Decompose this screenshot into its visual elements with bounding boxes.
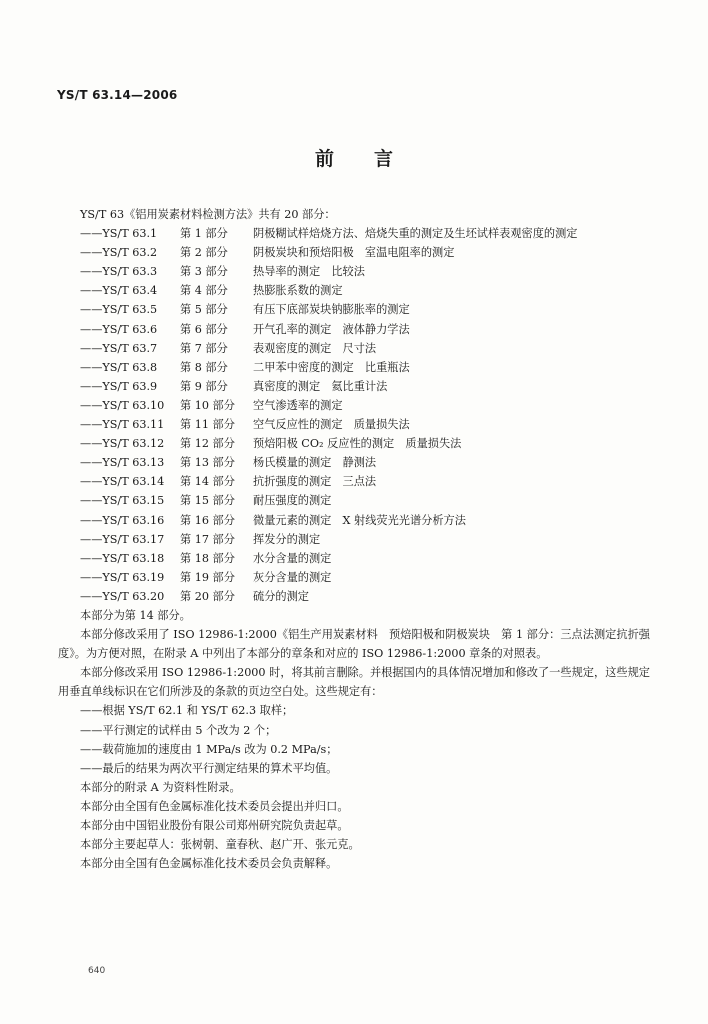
part-item bbox=[58, 587, 650, 606]
part-code: ——YS/T 63.11 bbox=[80, 418, 165, 432]
part-number: 第 6 部分 bbox=[180, 322, 228, 336]
part-number: 第 1 部分 bbox=[180, 227, 228, 241]
part-item bbox=[58, 530, 650, 549]
part-name: 热导率的测定 比较法 bbox=[253, 265, 365, 279]
part-name: 阴极炭块和预焙阳极 室温电阻率的测定 bbox=[253, 246, 455, 260]
part-item bbox=[58, 358, 650, 377]
part-item bbox=[58, 243, 650, 262]
part-item bbox=[58, 300, 650, 319]
changes-paragraph: 本部分修改采用 ISO 12986-1:2000 时，将其前言删除。并根据国内的具体情况增加和修改了一些规定，这些规定用垂直单线标识在它们所涉及的条款的页边空白处。这些规定有： bbox=[58, 666, 650, 699]
part-name: 水分含量的测定 bbox=[253, 551, 332, 565]
change-item: ——最后的结果为两次平行测定结果的算术平均值。 bbox=[80, 761, 338, 775]
part-number: 第 15 部分 bbox=[180, 494, 235, 508]
change-item: ——平行测定的试样由 5 个改为 2 个； bbox=[80, 723, 277, 737]
part-number: 第 10 部分 bbox=[180, 398, 235, 412]
part-name: 抗折强度的测定 三点法 bbox=[253, 475, 377, 489]
part-code: ——YS/T 63.16 bbox=[80, 513, 165, 527]
part-item bbox=[58, 224, 650, 243]
part-number: 第 8 部分 bbox=[180, 360, 228, 374]
part-name: 耐压强度的测定 bbox=[253, 494, 332, 508]
part-item bbox=[58, 339, 650, 358]
part-item bbox=[58, 262, 650, 281]
part-name: 表观密度的测定 尺寸法 bbox=[253, 341, 377, 355]
closing-line: 本部分由全国有色金属标准化技术委员会提出并归口。 bbox=[80, 799, 349, 813]
part-name: 有压下底部炭块钠膨胀率的测定 bbox=[253, 303, 410, 317]
change-item: ——载荷施加的速度由 1 MPa/s 改为 0.2 MPa/s； bbox=[80, 742, 338, 756]
part-number: 第 18 部分 bbox=[180, 551, 235, 565]
part-number: 第 2 部分 bbox=[180, 246, 228, 260]
part-code: ——YS/T 63.10 bbox=[80, 398, 165, 412]
part-code: ——YS/T 63.1 bbox=[80, 227, 158, 241]
page-title: 前言 bbox=[314, 148, 433, 170]
parts-list bbox=[58, 224, 650, 606]
page-number: 640 bbox=[88, 966, 106, 976]
part-number: 第 12 部分 bbox=[180, 437, 235, 451]
part-code: ——YS/T 63.19 bbox=[80, 570, 165, 584]
part-name: 真密度的测定 氦比重计法 bbox=[253, 379, 388, 393]
part-name: 空气渗透率的测定 bbox=[253, 398, 343, 412]
part-name: 开气孔率的测定 液体静力学法 bbox=[253, 322, 410, 336]
part-item bbox=[58, 434, 650, 453]
part-item bbox=[58, 415, 650, 434]
part-number: 第 5 部分 bbox=[180, 303, 228, 317]
part-item bbox=[58, 453, 650, 472]
part-name: 阴极糊试样焙烧方法、焙烧失重的测定及生坯试样表观密度的测定 bbox=[253, 227, 578, 241]
change-item: ——根据 YS/T 62.1 和 YS/T 62.3 取样； bbox=[80, 704, 294, 718]
part-number: 第 14 部分 bbox=[180, 475, 235, 489]
part-item bbox=[58, 396, 650, 415]
iso-paragraph: 本部分修改采用了 ISO 12986-1:2000《铝生产用炭素材料 预焙阳极和阴极炭块 第 1 部分：三点法测定抗折强度》。为方便对照，在附录 A 中列出了本部分的章条和对应的 ISO 12986-1:2000 章条的对照表。 bbox=[58, 628, 650, 661]
part-item bbox=[58, 320, 650, 339]
standard-code: YS/T 63.14—2006 bbox=[57, 88, 178, 102]
part-item bbox=[58, 281, 650, 300]
part-item bbox=[58, 377, 650, 396]
part-number: 第 11 部分 bbox=[180, 418, 235, 432]
part-number: 第 7 部分 bbox=[180, 341, 228, 355]
part-code: ——YS/T 63.18 bbox=[80, 551, 165, 565]
part-code: ——YS/T 63.4 bbox=[80, 284, 158, 298]
part-code: ——YS/T 63.6 bbox=[80, 322, 158, 336]
part-number: 第 3 部分 bbox=[180, 265, 228, 279]
part-name: 杨氏模量的测定 静测法 bbox=[253, 456, 377, 470]
part-number: 第 4 部分 bbox=[180, 284, 228, 298]
part-code: ——YS/T 63.17 bbox=[80, 532, 165, 546]
part-number: 第 17 部分 bbox=[180, 532, 235, 546]
part-name: 二甲苯中密度的测定 比重瓶法 bbox=[253, 360, 410, 374]
part-code: ——YS/T 63.2 bbox=[80, 246, 158, 260]
changes-list bbox=[58, 701, 650, 777]
closing-line: 本部分由中国铝业股份有限公司郑州研究院负责起草。 bbox=[80, 819, 349, 832]
part-item bbox=[58, 549, 650, 568]
part-number: 第 9 部分 bbox=[180, 379, 228, 393]
part-number: 第 13 部分 bbox=[180, 456, 235, 470]
part-number: 第 16 部分 bbox=[180, 513, 235, 527]
part-item bbox=[58, 511, 650, 530]
part-number: 第 19 部分 bbox=[180, 570, 235, 584]
part-name: 硫分的测定 bbox=[253, 589, 309, 603]
this-part-line: 本部分为第 14 部分。 bbox=[80, 608, 191, 622]
part-name: 挥发分的测定 bbox=[253, 532, 321, 546]
part-name: 空气反应性的测定 质量损失法 bbox=[253, 418, 410, 432]
part-code: ——YS/T 63.9 bbox=[80, 379, 158, 393]
part-code: ——YS/T 63.7 bbox=[80, 341, 158, 355]
part-item bbox=[58, 472, 650, 491]
part-item bbox=[58, 568, 650, 587]
closing-line: 本部分由全国有色金属标准化技术委员会负责解释。 bbox=[80, 857, 338, 871]
part-code: ——YS/T 63.13 bbox=[80, 456, 165, 470]
closing-line: 本部分的附录 A 为资料性附录。 bbox=[80, 780, 241, 794]
closing-line: 本部分主要起草人：张树朝、童春秋、赵广开、张元克。 bbox=[80, 838, 360, 852]
foreword-body bbox=[58, 205, 650, 873]
part-name: 预焙阳极 CO₂ 反应性的测定 质量损失法 bbox=[253, 437, 462, 451]
part-code: ——YS/T 63.15 bbox=[80, 494, 165, 508]
part-name: 热膨胀系数的测定 bbox=[253, 284, 343, 298]
part-name: 灰分含量的测定 bbox=[253, 570, 332, 584]
part-code: ——YS/T 63.5 bbox=[80, 303, 158, 317]
part-code: ——YS/T 63.14 bbox=[80, 475, 165, 489]
part-number: 第 20 部分 bbox=[180, 589, 235, 603]
part-item bbox=[58, 491, 650, 510]
intro-line: YS/T 63《铝用炭素材料检测方法》共有 20 部分： bbox=[80, 208, 336, 221]
part-code: ——YS/T 63.8 bbox=[80, 360, 158, 374]
part-code: ——YS/T 63.12 bbox=[80, 437, 165, 451]
part-code: ——YS/T 63.3 bbox=[80, 265, 158, 279]
part-code: ——YS/T 63.20 bbox=[80, 589, 165, 603]
part-name: 微量元素的测定 X 射线荧光光谱分析方法 bbox=[253, 513, 466, 527]
closing-statements bbox=[58, 778, 650, 873]
